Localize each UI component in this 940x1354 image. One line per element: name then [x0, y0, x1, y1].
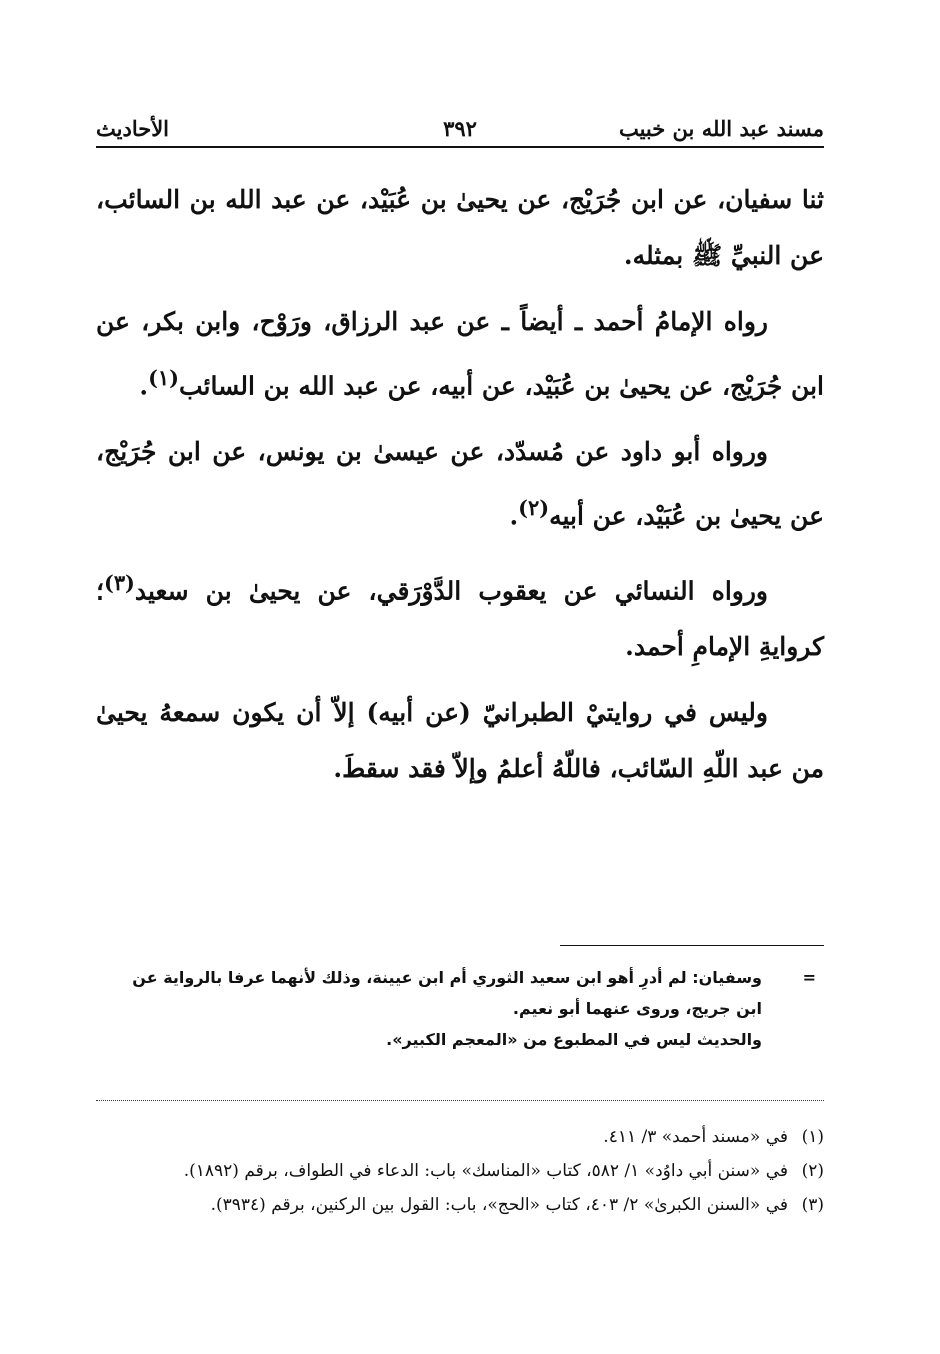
footnote-ref-1[interactable]: (١) [148, 365, 179, 390]
running-header [96, 110, 824, 148]
footnote-separator [560, 945, 824, 946]
continuation-marker: = [802, 968, 816, 987]
footnote-number: (١) [801, 1127, 824, 1147]
paragraph-2-end: . [139, 371, 149, 401]
paragraph-3-end: . [509, 501, 519, 531]
paragraph-3-text: ورواه أبو داود عن مُسدّد، عن عيسىٰ بن يونس، عن ابن جُرَيْج، عن يحيىٰ بن عُبَيْد، عن أبيه [96, 437, 824, 531]
footnote-1 [96, 1120, 824, 1154]
continued-footnote-line: ابن جريج، وروى عنهما أبو نعيم. [512, 999, 762, 1018]
paragraph-1: ثنا سفيان، عن ابن جُرَيْج، عن يحيىٰ بن عُبَيْد، عن عبد الله بن السائب، عن النبيِّ ﷺ بمثله. [96, 185, 824, 270]
footnote-number: (٢) [801, 1161, 824, 1181]
continued-footnote [96, 962, 824, 1055]
footnote-text: في «سنن أبي داوُد» ١/ ٥٨٢، كتاب «المناسك» باب: الدعاء في الطواف، برقم (١٨٩٢). [183, 1161, 788, 1181]
document-page [96, 110, 824, 1310]
continued-footnote-line: والحديث ليس في المطبوع من «المعجم الكبير». [386, 1030, 762, 1049]
paragraph-4-text-b: ؛ كروايةِ الإمامِ أحمد. [96, 575, 824, 661]
footnote-text: في «مسند أحمد» ٣/ ٤١١. [603, 1127, 788, 1147]
footnote-ref-3[interactable]: (٣) [103, 569, 135, 595]
paragraph-2-text: رواه الإمامُ أحمد ـ أيضاً ـ عن عبد الرزاق، ورَوْح، وابن بكر، عن ابن جُرَيْج، عن يحيىٰ بن عُبَيْد، عن أبيه، عن عبد الله بن السائب [96, 307, 824, 401]
paragraph-4-text-a: ورواه النسائي عن يعقوب الدَّوْرَقي، عن يحيىٰ بن سعيد [134, 575, 768, 605]
footnote-2 [96, 1154, 824, 1188]
footnotes [96, 1120, 824, 1222]
footnote-ref-2[interactable]: (٢) [518, 495, 550, 521]
footnote-number: (٣) [801, 1195, 824, 1215]
header-section-title: الأحاديث [96, 116, 170, 141]
dotted-separator [96, 1100, 824, 1101]
continued-footnote-lines [96, 962, 762, 1055]
paragraph-5: وليس في روايتيْ الطبرانيّ (عن أبيه) إلاّ أن يكون سمعهُ يحيىٰ من عبد اللّهِ السّائب، فاللّهُ أعلمُ وإلاّ فقد سقطَ. [96, 697, 824, 783]
main-text [96, 172, 824, 797]
page-number: ٣٩٢ [443, 116, 477, 141]
header-book-title: مسند عبد الله بن خبيب [618, 116, 824, 141]
footnote-3 [96, 1188, 824, 1222]
continued-footnote-line: وسفيان: لم أدرِ أهو ابن سعيد الثوري أم ابن عيينة، وذلك لأنهما عرفا بالرواية عن [132, 968, 762, 987]
paragraph-3 [96, 424, 824, 544]
paragraph-2 [96, 294, 824, 414]
footnote-text: في «السنن الكبرىٰ» ٢/ ٤٠٣، كتاب «الحج»، باب: القول بين الركنين، برقم (٣٩٣٤). [210, 1195, 788, 1215]
paragraph-4 [96, 555, 824, 675]
